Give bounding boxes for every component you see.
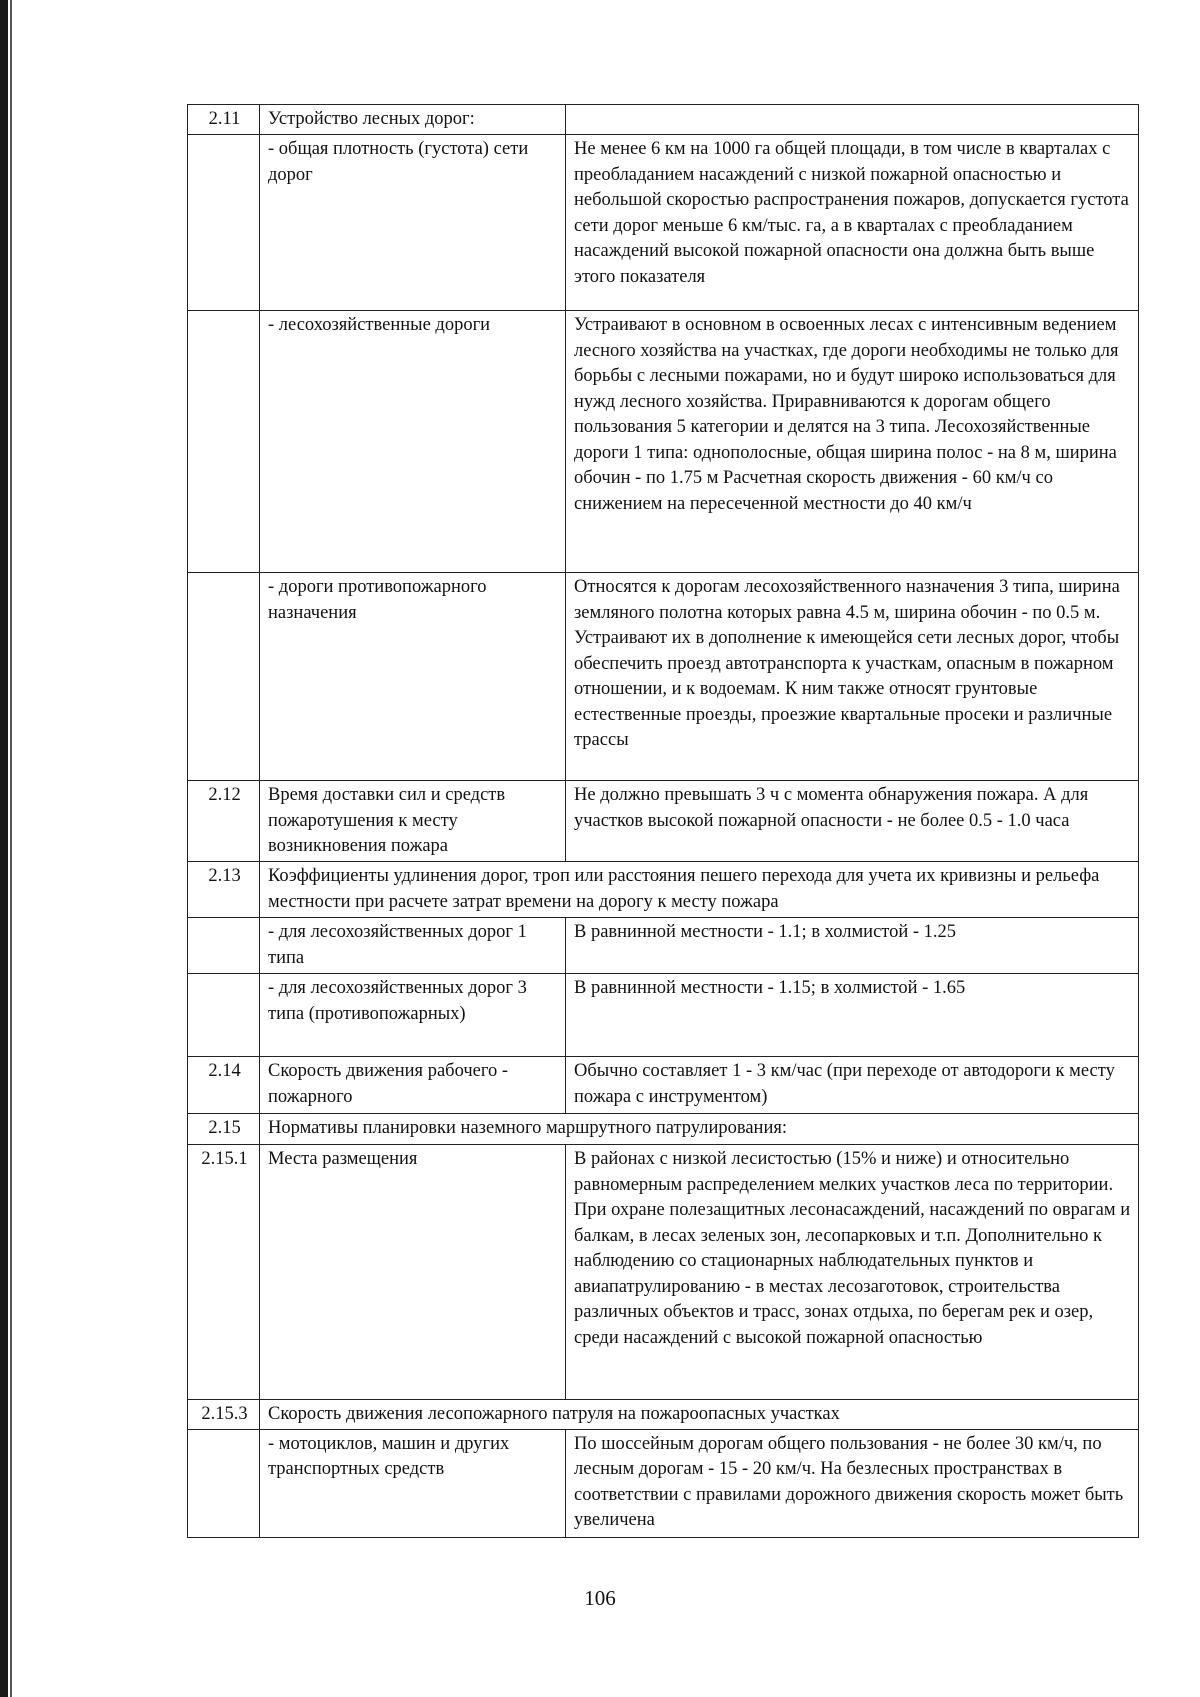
table-row <box>188 918 1139 974</box>
row-number: 2.11 <box>188 105 260 135</box>
parameter-cell: - для лесохозяйственных дорог 3 типа (противопожарных) <box>260 974 566 1057</box>
table-row <box>188 974 1139 1057</box>
table-row <box>188 1400 1139 1430</box>
table-row <box>188 1429 1139 1537</box>
scan-edge <box>0 0 8 1697</box>
parameter-cell: - мотоциклов, машин и других транспортных средств <box>260 1429 566 1537</box>
row-number: 2.15 <box>188 1114 260 1145</box>
row-number <box>188 1429 260 1537</box>
row-number <box>188 573 260 781</box>
scan-edge-line <box>10 0 12 1697</box>
value-cell: По шоссейным дорогам общего пользования - не более 30 км/ч, по лесным дорогам - 15 - 20 км/ч. На безлесных пространствах в соответствии с правилами дорожного движения скорость может быть увеличена <box>566 1429 1139 1537</box>
value-cell: В равнинной местности - 1.1; в холмистой - 1.25 <box>566 918 1139 974</box>
parameter-cell: - для лесохозяйственных дорог 1 типа <box>260 918 566 974</box>
section-heading-cell: Нормативы планировки наземного маршрутного патрулирования: <box>260 1114 1139 1145</box>
row-number: 2.15.3 <box>188 1400 260 1430</box>
row-number: 2.15.1 <box>188 1145 260 1400</box>
row-number <box>188 918 260 974</box>
parameter-cell: - лесохозяйственные дороги <box>260 311 566 573</box>
table-row <box>188 105 1139 135</box>
parameter-cell: Устройство лесных дорог: <box>260 105 566 135</box>
value-cell: Устраивают в основном в освоенных лесах с интенсивным ведением лесного хозяйства на участках, где дороги необходимы не только для борьбы с лесными пожарами, но и будут широко использоваться для нужд лесного хозяйства. Приравниваются к дорогам общего пользования 5 категории и делятся на 3 типа. Лесохозяйственные дороги 1 типа: однополосные, общая ширина полос - на 8 м, ширина обочин - по 1.75 м Расчетная скорость движения - 60 км/ч со снижением на пересеченной местности до 40 км/ч <box>566 311 1139 573</box>
parameter-cell: - дороги противопожарного назначения <box>260 573 566 781</box>
table-row <box>188 781 1139 862</box>
row-number <box>188 974 260 1057</box>
value-cell: Не менее 6 км на 1000 га общей площади, в том числе в кварталах с преобладанием насаждений с низкой пожарной опасностью и небольшой скоростью распространения пожаров, допускается густота сети дорог меньше 6 км/тыс. га, а в кварталах с преобладанием насаждений высокой пожарной опасности она должна быть выше этого показателя <box>566 135 1139 311</box>
page-number: 106 <box>584 1586 616 1610</box>
value-cell: Не должно превышать 3 ч с момента обнаружения пожара. А для участков высокой пожарной опасности - не более 0.5 - 1.0 часа <box>566 781 1139 862</box>
value-cell: Обычно составляет 1 - 3 км/час (при переходе от автодороги к месту пожара с инструментом) <box>566 1057 1139 1114</box>
parameter-cell: - общая плотность (густота) сети дорог <box>260 135 566 311</box>
table-row <box>188 135 1139 311</box>
row-number: 2.14 <box>188 1057 260 1114</box>
value-cell <box>566 105 1139 135</box>
parameter-cell: Скорость движения рабочего - пожарного <box>260 1057 566 1114</box>
table-row <box>188 1057 1139 1114</box>
parameter-cell: Время доставки сил и средств пожаротушения к месту возникновения пожара <box>260 781 566 862</box>
table-row <box>188 862 1139 918</box>
table-row <box>188 1114 1139 1145</box>
row-number <box>188 311 260 573</box>
parameter-cell: Места размещения <box>260 1145 566 1400</box>
table-row <box>188 573 1139 781</box>
section-heading-cell: Коэффициенты удлинения дорог, троп или расстояния пешего перехода для учета их кривизны и рельефа местности при расчете затрат времени на дорогу к месту пожара <box>260 862 1139 918</box>
value-cell: Относятся к дорогам лесохозяйственного назначения 3 типа, ширина земляного полотна которых равна 4.5 м, ширина обочин - по 0.5 м. Устраивают их в дополнение к имеющейся сети лесных дорог, чтобы обеспечить проезд автотранспорта к участкам, опасным в пожарном отношении, и к водоемам. К ним также относят грунтовые естественные проезды, проезжие квартальные просеки и различные трассы <box>566 573 1139 781</box>
norms-table <box>187 104 1139 1538</box>
row-number: 2.12 <box>188 781 260 862</box>
row-number: 2.13 <box>188 862 260 918</box>
table-row <box>188 311 1139 573</box>
value-cell: В районах с низкой лесистостью (15% и ниже) и относительно равномерным распределением мелких участков леса по территории. При охране полезащитных лесонасаждений, насаждений по оврагам и балкам, в лесах зеленых зон, лесопарковых и т.п. Дополнительно к наблюдению со стационарных наблюдательных пунктов и авиапатрулированию - в местах лесозаготовок, строительства различных объектов и трасс, зонах отдыха, по берегам рек и озер, среди насаждений с высокой пожарной опасностью <box>566 1145 1139 1400</box>
value-cell: В равнинной местности - 1.15; в холмистой - 1.65 <box>566 974 1139 1057</box>
row-number <box>188 135 260 311</box>
section-heading-cell: Скорость движения лесопожарного патруля на пожароопасных участках <box>260 1400 1139 1430</box>
table-row <box>188 1145 1139 1400</box>
